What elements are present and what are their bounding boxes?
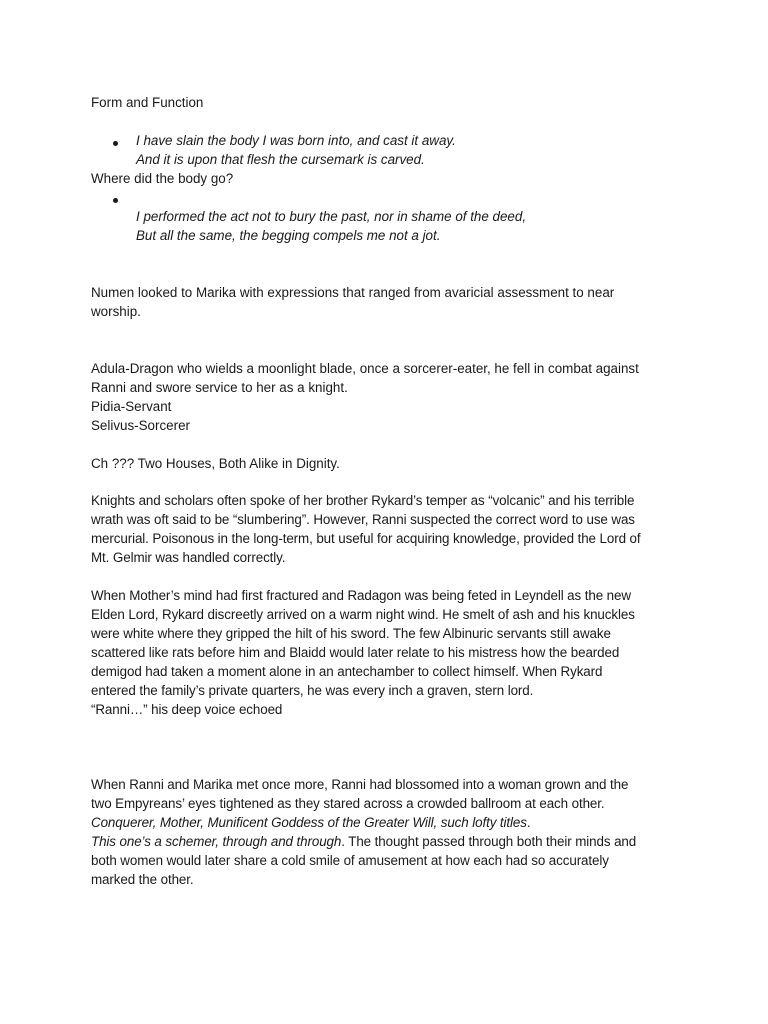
text-span: . The thought passed through both their minds and	[341, 834, 637, 849]
bullet-icon	[113, 141, 118, 146]
chapter-title: Ch ??? Two Houses, Both Alike in Dignity.	[91, 456, 340, 471]
text-line	[91, 813, 681, 832]
text-line: Numen looked to Marika with expressions that ranged from avaricial assessment to near	[91, 285, 615, 300]
text-line: Knights and scholars often spoke of her brother Rykard’s temper as “volcanic” and his terrible	[91, 493, 635, 508]
verse-one	[136, 131, 696, 169]
italic-text: Conquerer, Mother, Munificent Goddess of the Greater Will, such lofty titles	[91, 815, 527, 830]
text-line: Elden Lord, Rykard discreetly arrived on a warm night wind. He smelt of ash and his knuckles	[91, 607, 635, 622]
text-line: Adula-Dragon who wields a moonlight blade, once a sorcerer-eater, he fell in combat against	[91, 361, 639, 376]
section-heading: Form and Function	[91, 95, 204, 110]
paragraph-ranni	[91, 775, 681, 889]
verse-line: But all the same, the begging compels me not a jot.	[136, 228, 441, 243]
text-line: both women would later share a cold smile of amusement at how each had so accurately	[91, 853, 609, 868]
character-list	[91, 359, 681, 435]
text-line: mercurial. Poisonous in the long-term, but useful for acquiring knowledge, provided the Lord of	[91, 531, 641, 546]
text-line: marked the other.	[91, 872, 194, 887]
text-line: two Empyreans’ eyes tightened as they stared across a crowded ballroom at each other.	[91, 796, 605, 811]
bullet-icon	[113, 198, 118, 203]
text-line: wrath was oft said to be “slumbering”. However, Ranni suspected the correct word to use was	[91, 512, 635, 527]
text-line: demigod had taken a moment alone in an antechamber to collect himself. When Rykard	[91, 664, 603, 679]
text-line: scattered like rats before him and Blaidd would later relate to his mistress how the bearded	[91, 645, 620, 660]
text-line: entered the family’s private quarters, he was every inch a graven, stern lord.	[91, 683, 534, 698]
text-line: When Ranni and Marika met once more, Ranni had blossomed into a woman grown and the	[91, 777, 629, 792]
verse-line: I have slain the body I was born into, and cast it away.	[136, 133, 456, 148]
text-line: Selivus-Sorcerer	[91, 418, 190, 433]
text-line: Mt. Gelmir was handled correctly.	[91, 550, 286, 565]
paragraph-mother	[91, 586, 681, 719]
text-line: When Mother’s mind had first fractured and Radagon was being feted in Leyndell as the new	[91, 588, 631, 603]
text-line: “Ranni…” his deep voice echoed	[91, 702, 283, 717]
verse-line: I performed the act not to bury the past, nor in shame of the deed,	[136, 209, 527, 224]
paragraph-knights	[91, 491, 681, 567]
text-line: Pidia-Servant	[91, 399, 172, 414]
text-line: worship.	[91, 304, 141, 319]
italic-text: This one’s a schemer, through and through	[91, 834, 342, 849]
paragraph-numen	[91, 283, 681, 321]
text-span: .	[526, 815, 531, 830]
text-line	[91, 832, 681, 851]
question-line: Where did the body go?	[91, 171, 234, 186]
verse-line: And it is upon that flesh the cursemark is carved.	[136, 152, 425, 167]
text-line: were white where they gripped the hilt of his sword. The few Albinuric servants still awake	[91, 626, 611, 641]
verse-two	[136, 207, 696, 245]
text-line: Ranni and swore service to her as a knight.	[91, 380, 348, 395]
